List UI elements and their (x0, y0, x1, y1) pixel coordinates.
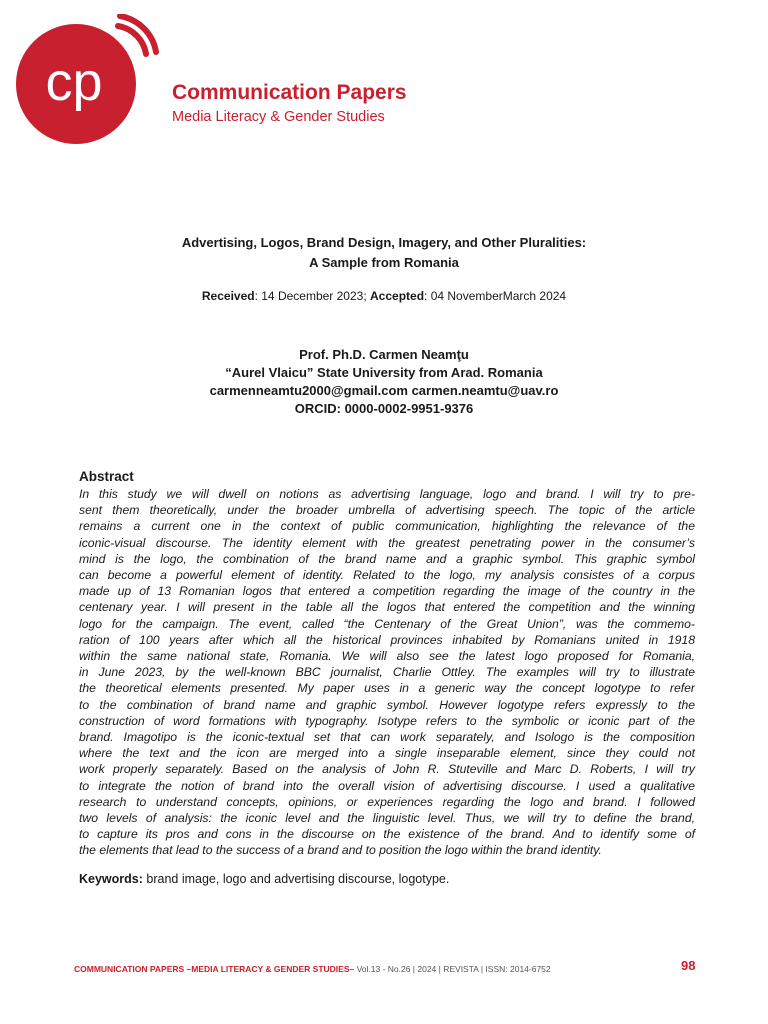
received-label: Received (201, 289, 255, 303)
abstract-line: two levels of analysis: the iconic level and the linguistic level. Thus, we will try to define the brand, (79, 811, 695, 826)
abstract-line: the elements that lead to the success of a brand and to position the logo within the brand identity. (79, 843, 602, 858)
abstract-line: to capture its pros and cons in the discourse on the existence of the brand. And to identify some of (79, 827, 695, 842)
footer-details: Vol.13 - No.26 | 2024 | REVISTA | ISSN: 2014-6752 (354, 964, 551, 974)
author-affiliation: “Aurel Vlaicu” State University from Arad. Romania (225, 365, 543, 380)
abstract-line: research to understand concepts, opinions, or experiences regarding the logo and brand. I followed (79, 794, 695, 809)
abstract-line: to integrate the notion of brand into the overall vision of advertising discourse. I used a qualitative (79, 778, 695, 793)
abstract-line: sent them theoretically, under the broader umbrella of advertising speech. The topic of the article (79, 503, 695, 518)
abstract-line: mind is the logo, the combination of the brand name and a graphic symbol. This graphic symbol (79, 551, 695, 566)
footer-journal: COMMUNICATION PAPERS –MEDIA LITERACY & GENDER STUDIES– (74, 964, 355, 974)
page-footer (74, 964, 551, 974)
abstract-body (79, 486, 695, 859)
keywords-value: brand image, logo and advertising discourse, logotype. (142, 872, 450, 886)
article-title (60, 233, 708, 273)
accepted-label: Accepted (370, 289, 425, 303)
journal-logo (16, 14, 162, 144)
article-title-line-1: Advertising, Logos, Brand Design, Imagery, and Other Pluralities: (181, 235, 587, 250)
submission-dates (60, 289, 708, 303)
abstract-line: made up of 13 Romanian logos that entered a competition regarding the image of the country in the (79, 584, 695, 599)
abstract-line: to the combination of brand name and graphic symbol. However logotype refers expressly to the (79, 697, 695, 712)
abstract-line: work properly separately. Based on the analysis of John R. Stuteville and Marc D. Roberts, I will try (79, 762, 695, 777)
abstract-line: the theoretical elements presented. My paper uses in a generic way the concept logotype to refer (79, 681, 695, 696)
author-block (60, 346, 708, 418)
accepted-value: : 04 NovemberMarch 2024 (424, 289, 567, 303)
journal-subtitle: Media Literacy & Gender Studies (172, 109, 385, 125)
abstract-line: construction of word formations with typography. Isotype refers to the symbolic or iconic part of the (79, 713, 695, 728)
received-value: : 14 December 2023; (254, 289, 370, 303)
journal-title: Communication Papers (172, 81, 407, 104)
article-title-line-2: A Sample from Romania (309, 255, 459, 270)
keywords-label: Keywords: (79, 872, 143, 886)
abstract-line: where the text and the icon are merged into a single inseparable element, since they could not (79, 746, 695, 761)
author-name: Prof. Ph.D. Carmen Neamţu (299, 347, 469, 362)
abstract-line: within the same national state, Romania. We will also see the latest logo proposed for Romania, (79, 649, 695, 664)
abstract-line: iconic-visual discourse. The identity element with the greatest penetrating power in the consumer’s (79, 535, 695, 550)
abstract-line: centenary year. I will present in the table all the logos that entered the competition and the winning (79, 600, 695, 615)
keywords (79, 872, 449, 886)
abstract-line: logo for the campaign. The event, called “the Centenary of the Great Union”, was the commemo- (79, 616, 695, 631)
page-number: 98 (681, 958, 696, 973)
abstract-line: In this study we will dwell on notions as advertising language, logo and brand. I will try to pre- (79, 487, 695, 501)
abstract-line: remains a current one in the context of public communication, highlighting the relevance of the (79, 519, 695, 534)
logo-text: cp (45, 52, 103, 112)
author-emails: carmenneamtu2000@gmail.com carmen.neamtu@uav.ro (209, 383, 559, 398)
abstract-line: in June 2023, by the well-known BBC journalist, Charlie Ottley. The examples will try to illustrate (79, 665, 695, 680)
author-orcid: ORCID: 0000-0002-9951-9376 (294, 401, 474, 416)
abstract-line: brand. Imagotipo is the iconic-textual set that can work separately, and Isologo is the composition (79, 730, 695, 745)
abstract-line: can become a powerful element of identity. Related to the logo, my analysis consistes of a corpus (79, 568, 695, 583)
abstract-heading: Abstract (79, 469, 134, 484)
abstract-line: ration of 100 years after which all the historical provinces inhabited by Romanians united in 1918 (79, 632, 695, 647)
